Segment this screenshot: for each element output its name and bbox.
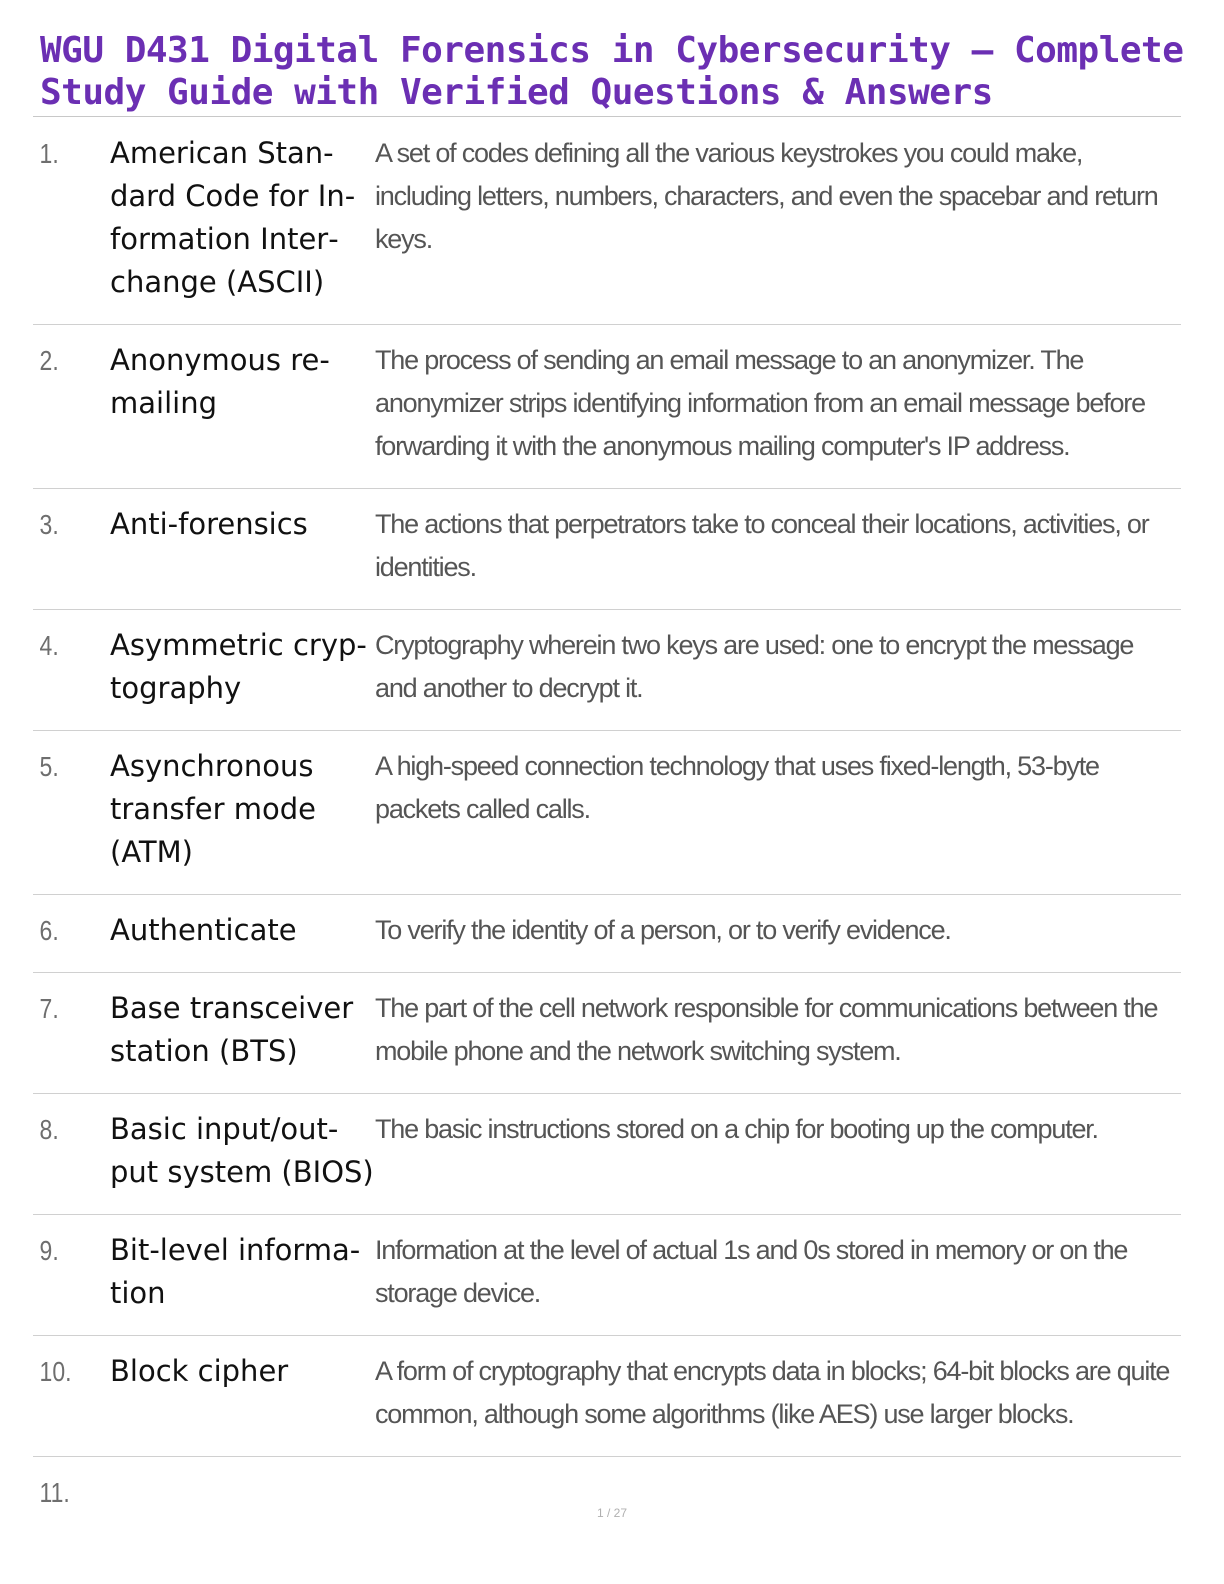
entry-definition: Information at the level of actual 1s and 0s stored in memory or on the storage device. (375, 1235, 1128, 1308)
glossary-entry (33, 973, 1181, 1094)
entry-number: 7. (39, 993, 59, 1024)
glossary-list (33, 118, 1181, 1534)
glossary-entry (33, 118, 1181, 325)
entry-definition: The part of the cell network responsible for communications between the mobile phone and the network switching system. (375, 993, 1158, 1066)
entry-definition: A set of codes defining all the various keystrokes you could make, including letters, numbers, characters, and even the spacebar and return keys. (375, 138, 1158, 254)
entry-definition: A high-speed connection technology that uses fixed-length, 53-byte packets called calls. (375, 751, 1099, 824)
entry-term: Anti-forensics (110, 507, 308, 541)
glossary-entry (33, 731, 1181, 895)
page-number: 1 / 27 (596, 1506, 628, 1520)
glossary-entry (33, 1457, 1181, 1534)
entry-number: 5. (39, 751, 59, 782)
entry-term: Anonymous remailing (110, 343, 330, 420)
entry-definition: Cryptography wherein two keys are used: one to encrypt the message and another to decrypt it. (375, 630, 1134, 703)
entry-term: American Standard Code for Information Interchange (ASCII) (110, 136, 356, 299)
entry-number: 8. (39, 1114, 59, 1145)
entry-number: 9. (39, 1235, 59, 1266)
entry-definition: The actions that perpetrators take to conceal their locations, activities, or identities. (375, 509, 1149, 582)
glossary-entry (33, 1094, 1181, 1215)
glossary-entry (33, 325, 1181, 489)
entry-definition: A form of cryptography that encrypts data in blocks; 64-bit blocks are quite common, although some algorithms (like AES) use larger blocks. (375, 1356, 1170, 1429)
entry-definition: To verify the identity of a person, or to verify evidence. (375, 915, 951, 945)
entry-number: 2. (39, 345, 59, 376)
glossary-entry (33, 1336, 1181, 1457)
entry-term: Base transceiver station (BTS) (110, 991, 354, 1068)
entry-number: 11. (39, 1477, 70, 1508)
title-divider (33, 116, 1181, 117)
glossary-entry (33, 1215, 1181, 1336)
entry-number: 10. (39, 1356, 72, 1387)
entry-number: 1. (39, 138, 59, 169)
document-title: WGU D431 Digital Forensics in Cybersecurity – Complete Study Guide with Verified Questions & Answers (40, 30, 1184, 113)
entry-number: 6. (39, 915, 59, 946)
entry-number: 3. (39, 509, 59, 540)
entry-term: Asynchronous transfer mode (ATM) (110, 749, 316, 869)
entry-term: Asymmetric cryptography (110, 628, 367, 705)
entry-term: Basic input/output system (BIOS) (110, 1112, 374, 1189)
entry-term: Authenticate (110, 913, 297, 947)
entry-number: 4. (39, 630, 59, 661)
glossary-entry (33, 489, 1181, 610)
entry-term: Bit-level information (110, 1233, 361, 1310)
glossary-entry (33, 610, 1181, 731)
entry-term: Block cipher (110, 1354, 289, 1388)
entry-definition: The process of sending an email message to an anonymizer. The anonymizer strips identifying information from an email message before forwarding it with the anonymous mailing computer's IP address. (375, 345, 1145, 461)
entry-definition: The basic instructions stored on a chip for booting up the computer. (375, 1114, 1098, 1144)
glossary-entry (33, 895, 1181, 973)
